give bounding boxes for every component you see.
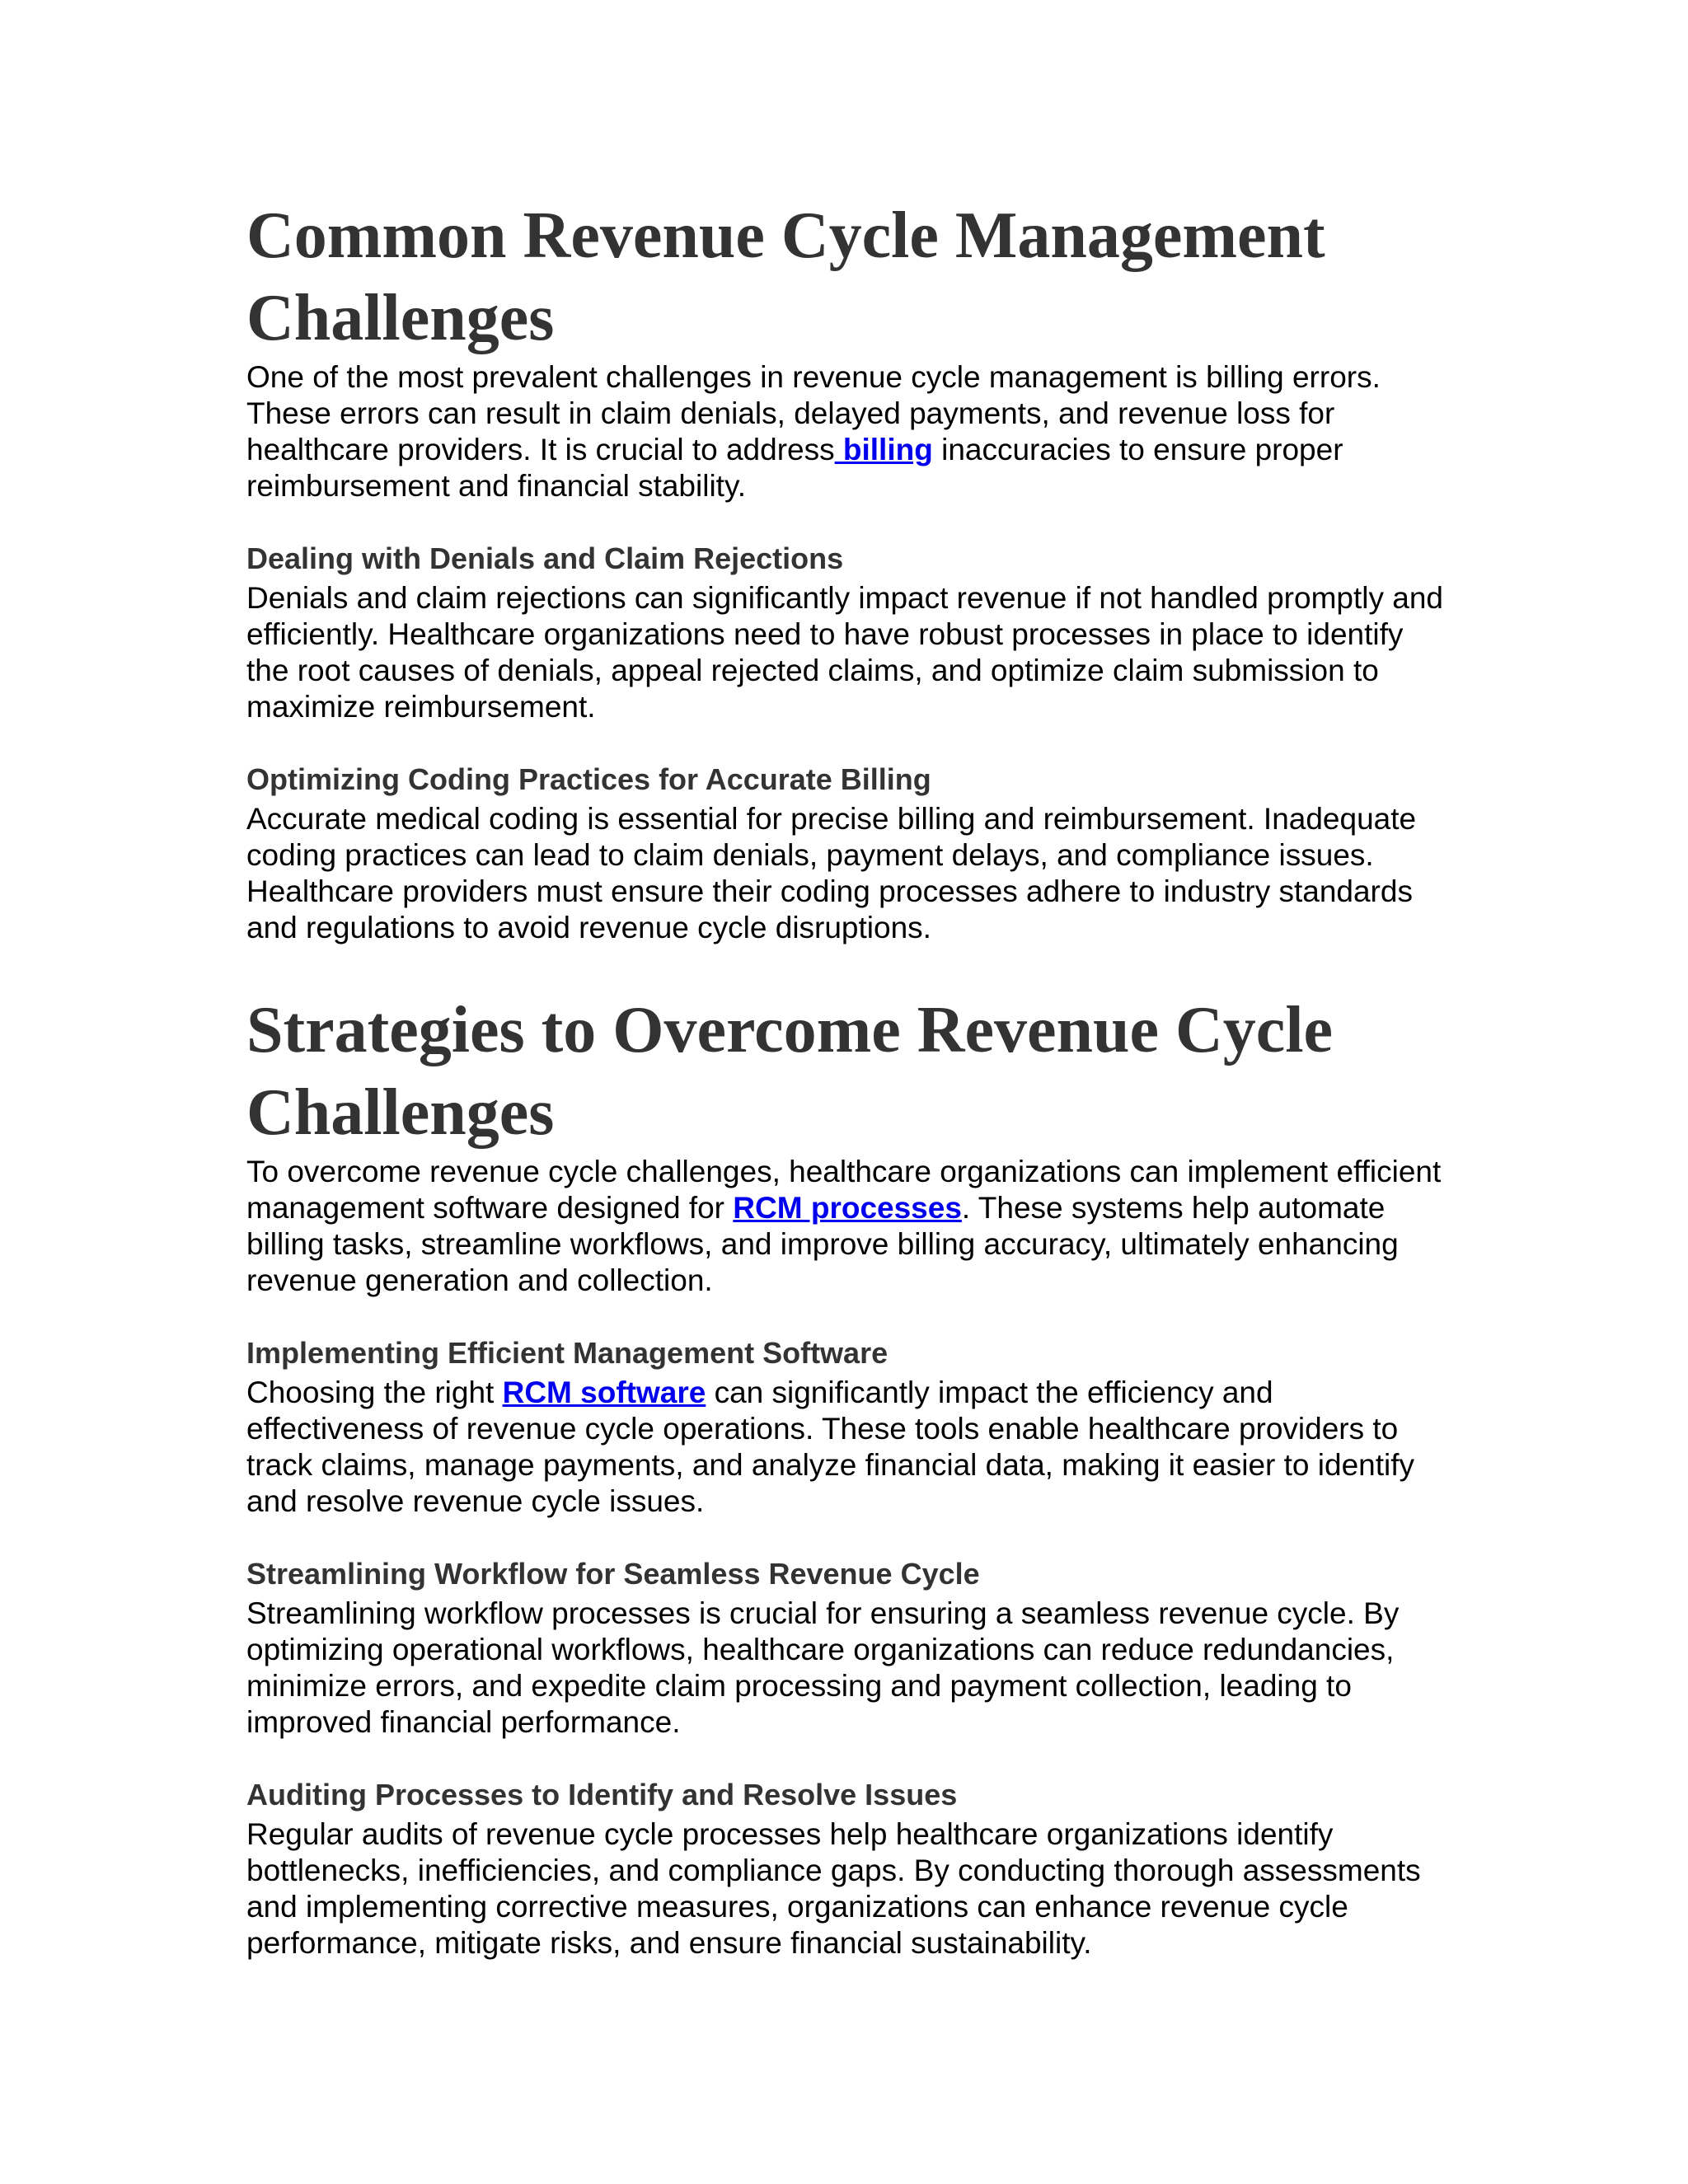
software-paragraph (246, 1375, 1450, 1520)
denials-paragraph: Denials and claim rejections can significantly impact revenue if not handled promptly and efficiently. Healthcare organizations need to have robust processes in place to identify the root causes of denials, appeal rejected claims, and optimize claim submission to maximize reimbursement. (246, 581, 1443, 724)
subheading-workflow: Streamlining Workflow for Seamless Revenue Cycle (246, 1557, 980, 1591)
subheading-auditing: Auditing Processes to Identify and Resolve Issues (246, 1778, 958, 1811)
software-text-after-link: can significantly impact the efficiency and effectiveness of revenue cycle operations. These tools enable healthcare providers to track claims, manage payments, and analyze financial data, making it easier to identify and resolve revenue cycle issues. (246, 1376, 1415, 1518)
subheading-coding: Optimizing Coding Practices for Accurate Billing (246, 762, 931, 796)
strategies-intro-paragraph (246, 1154, 1450, 1299)
section-title-strategies: Strategies to Overcome Revenue Cycle Challenges (246, 994, 1334, 1149)
rcm-processes-link[interactable]: RCM processes (733, 1191, 962, 1225)
intro-text-before-link: One of the most prevalent challenges in revenue cycle management is billing errors. These errors can result in claim denials, delayed payments, and revenue loss for healthcare providers. It is crucial to address (246, 360, 1381, 466)
subheading-software: Implementing Efficient Management Software (246, 1336, 889, 1370)
strategies-text-before-link: To overcome revenue cycle challenges, healthcare organizations can implement efficient management software designed for (246, 1155, 1442, 1225)
strategies-text-after-link: . These systems help automate billing tasks, streamline workflows, and improve billing accuracy, ultimately enhancing revenue generation and collection. (246, 1191, 1399, 1297)
subheading-denials: Dealing with Denials and Claim Rejections (246, 541, 844, 575)
billing-link[interactable]: billing (834, 433, 933, 466)
auditing-paragraph: Regular audits of revenue cycle processes help healthcare organizations identify bottlenecks, inefficiencies, and compliance gaps. By conducting thorough assessments and implementing corrective measures, organizations can enhance revenue cycle performance, mitigate risks, and ensure financial sustainability. (246, 1817, 1421, 1960)
workflow-paragraph: Streamlining workflow processes is crucial for ensuring a seamless revenue cycle. By optimizing operational workflows, healthcare organizations can reduce redundancies, minimize errors, and expedite claim processing and payment collection, leading to improved financial performance. (246, 1596, 1400, 1739)
document-page (246, 194, 1450, 1961)
rcm-software-link[interactable]: RCM software (502, 1376, 706, 1409)
intro-text-after-link: inaccuracies to ensure proper reimbursement and financial stability. (246, 433, 1343, 503)
coding-paragraph: Accurate medical coding is essential for precise billing and reimbursement. Inadequate coding practices can lead to claim denials, payment delays, and compliance issues. Healthcare providers must ensure their coding processes adhere to industry standards and regulations to avoid revenue cycle disruptions. (246, 802, 1417, 944)
section-title-challenges: Common Revenue Cycle Management Challenges (246, 199, 1325, 354)
challenges-intro-paragraph (246, 359, 1450, 504)
software-text-before-link: Choosing the right (246, 1376, 503, 1409)
